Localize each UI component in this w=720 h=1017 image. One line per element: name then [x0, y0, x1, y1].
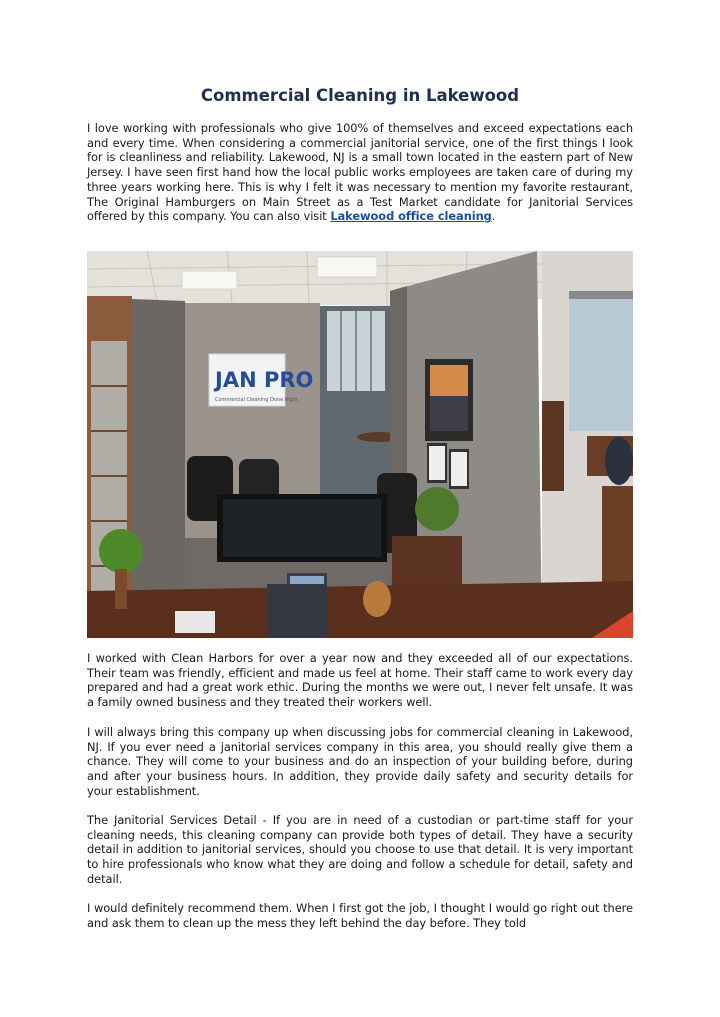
paragraph-services-detail: The Janitorial Services Detail - If you are in need of a custodian or part-time staff for your cleaning needs, this cleaning company can provide both types of detail. They have a security detail in addition to janitorial services, should you choose to use that detail. It is very important to hire professionals who know what they are doing and follow a schedule for detail, safety and detail.	[87, 813, 633, 886]
jan-pro-tagline: Commercial Cleaning Done Right	[215, 397, 298, 403]
paragraph-recommendation: I will always bring this company up when discussing jobs for commercial cleaning in Lakewood, NJ. If you ever need a janitorial services company in this area, you should really give them a chance. They will come to your business and do an inspection of your building before, during and after your business hours. In addition, they provide daily safety and security details for your establishment.	[87, 725, 633, 798]
intro-text: I love working with professionals who give 100% of themselves and exceed expectations each and every time. When considering a commercial janitorial service, one of the first things I look for is cleanliness and reliability. Lakewood, NJ is a small town located in the eastern part of New Jersey. I have seen first hand how the local public works employees are taken care of during my three years working here. This is why I felt it was necessary to mention my favorite restaurant, The Original Hamburgers on Main Street as a Test Market candidate for Janitorial Services offered by this company. You can also visit	[87, 121, 633, 224]
intro-text-end: .	[491, 209, 496, 224]
lakewood-office-cleaning-link[interactable]: Lakewood office cleaning	[330, 209, 492, 224]
jan-pro-logo-text: JAN PRO	[215, 368, 314, 392]
paragraph-closing: I would definitely recommend them. When I first got the job, I thought I would go right out there and ask them to clean up the mess they left behind the day before. They told	[87, 901, 633, 930]
page-title: Commercial Cleaning in Lakewood	[200, 86, 520, 105]
paragraph-clean-harbors: I worked with Clean Harbors for over a year now and they exceeded all of our expectations. Their team was friendly, efficient and made us feel at home. Their staff came to work every day prepared and had a great work ethic. During the months we were out, I never felt unsafe. It was a family owned business and they treated their workers well.	[87, 651, 633, 710]
office-photo	[87, 251, 633, 638]
intro-paragraph	[87, 121, 633, 224]
